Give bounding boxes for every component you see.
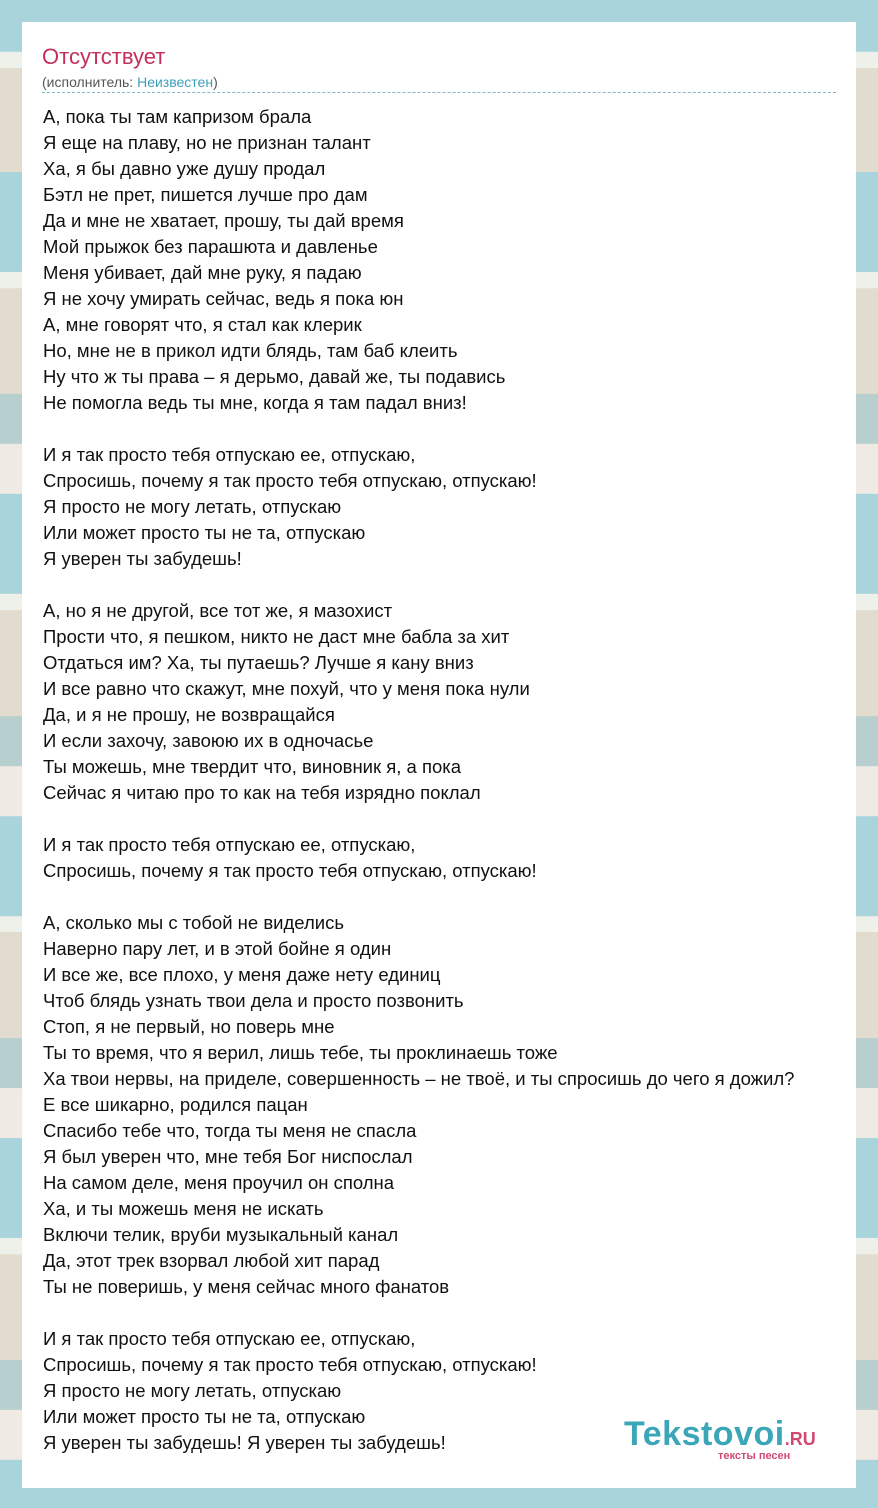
stanza-break (43, 1300, 878, 1326)
lyric-line: Прости что, я пешком, никто не даст мне бабла за хит (43, 626, 510, 647)
lyric-line: А, но я не другой, все тот же, я мазохист (43, 600, 393, 621)
stanza-break (43, 806, 878, 832)
lyrics-text (43, 104, 878, 1456)
lyric-line: Чтоб блядь узнать твои дела и просто позвонить (43, 990, 464, 1011)
artist-suffix: ) (213, 74, 218, 90)
lyric-line: И я так просто тебя отпускаю ее, отпускаю, (43, 444, 416, 465)
lyric-line: Отдаться им? Ха, ты путаешь? Лучше я кану вниз (43, 652, 474, 673)
lyric-line: Стоп, я не первый, но поверь мне (43, 1016, 335, 1037)
lyric-line: И я так просто тебя отпускаю ее, отпускаю, (43, 834, 416, 855)
title-divider (42, 92, 836, 93)
lyric-line: Ха твои нервы, на приделе, совершенность – не твоё, и ты спросишь до чего я дожил? (43, 1068, 795, 1089)
lyric-line: Включи телик, вруби музыкальный канал (43, 1224, 399, 1245)
lyric-line: Мой прыжок без парашюта и давленье (43, 236, 378, 257)
lyric-line: Спросишь, почему я так просто тебя отпускаю, отпускаю! (43, 1354, 537, 1375)
lyric-line: И если захочу, завоюю их в одночасье (43, 730, 374, 751)
lyric-line: Да, этот трек взорвал любой хит парад (43, 1250, 380, 1271)
lyric-line: На самом деле, меня проучил он сполна (43, 1172, 395, 1193)
lyric-line: Но, мне не в прикол идти блядь, там баб клеить (43, 340, 458, 361)
lyric-line: Да и мне не хватает, прошу, ты дай время (43, 210, 404, 231)
logo-tld: .RU (784, 1429, 816, 1449)
lyric-line: Не помогла ведь ты мне, когда я там падал вниз! (43, 392, 467, 413)
lyric-line: Спросишь, почему я так просто тебя отпускаю, отпускаю! (43, 470, 537, 491)
site-logo[interactable] (614, 1414, 826, 1466)
lyric-line: Я еще на плаву, но не признан талант (43, 132, 371, 153)
lyric-line: Я не хочу умирать сейчас, ведь я пока юн (43, 288, 404, 309)
lyric-line: Меня убивает, дай мне руку, я падаю (43, 262, 362, 283)
artist-prefix: (исполнитель: (42, 74, 138, 90)
lyric-line: Е все шикарно, родился пацан (43, 1094, 308, 1115)
artist-link[interactable]: Неизвестен (137, 74, 214, 90)
stanza-break (43, 572, 878, 598)
lyric-line: И все равно что скажут, мне похуй, что у меня пока нули (43, 678, 530, 699)
lyric-line: Наверно пару лет, и в этой бойне я один (43, 938, 392, 959)
lyric-line: Ну что ж ты права – я дерьмо, давай же, ты подавись (43, 366, 506, 387)
lyric-line: А, сколько мы с тобой не виделись (43, 912, 344, 933)
lyric-line: И все же, все плохо, у меня даже нету единиц (43, 964, 441, 985)
lyric-line: Ха, и ты можешь меня не искать (43, 1198, 324, 1219)
lyric-line: Я уверен ты забудешь! Я уверен ты забудешь! (43, 1432, 446, 1453)
logo-name: Tekstovoi (624, 1415, 785, 1453)
lyric-line: Ха, я бы давно уже душу продал (43, 158, 326, 179)
lyric-line: Спасибо тебе что, тогда ты меня не спасла (43, 1120, 417, 1141)
lyric-line: Ты можешь, мне твердит что, виновник я, а пока (43, 756, 462, 777)
lyric-line: Я уверен ты забудешь! (43, 548, 242, 569)
lyric-line: Сейчас я читаю про то как на тебя изрядно поклал (43, 782, 481, 803)
lyric-line: Бэтл не прет, пишется лучше про дам (43, 184, 368, 205)
lyric-line: Или может просто ты не та, отпускаю (43, 1406, 366, 1427)
lyric-line: Да, и я не прошу, не возвращайся (43, 704, 335, 725)
artist-line (42, 73, 218, 91)
lyric-line: Я просто не могу летать, отпускаю (43, 496, 342, 517)
stanza-break (43, 416, 878, 442)
song-title: Отсутствует (42, 44, 166, 69)
lyric-line: Я просто не могу летать, отпускаю (43, 1380, 342, 1401)
lyric-line: А, мне говорят что, я стал как клерик (43, 314, 362, 335)
lyric-line: Спросишь, почему я так просто тебя отпускаю, отпускаю! (43, 860, 537, 881)
lyric-line: Или может просто ты не та, отпускаю (43, 522, 366, 543)
lyric-line: И я так просто тебя отпускаю ее, отпускаю, (43, 1328, 416, 1349)
lyrics-card (22, 22, 856, 1488)
lyric-line: Я был уверен что, мне тебя Бог ниспослал (43, 1146, 413, 1167)
lyric-line: Ты то время, что я верил, лишь тебе, ты проклинаешь тоже (43, 1042, 558, 1063)
stanza-break (43, 884, 878, 910)
lyric-line: Ты не поверишь, у меня сейчас много фанатов (43, 1276, 450, 1297)
lyric-line: А, пока ты там капризом брала (43, 106, 312, 127)
logo-tagline: тексты песен (718, 1450, 791, 1462)
